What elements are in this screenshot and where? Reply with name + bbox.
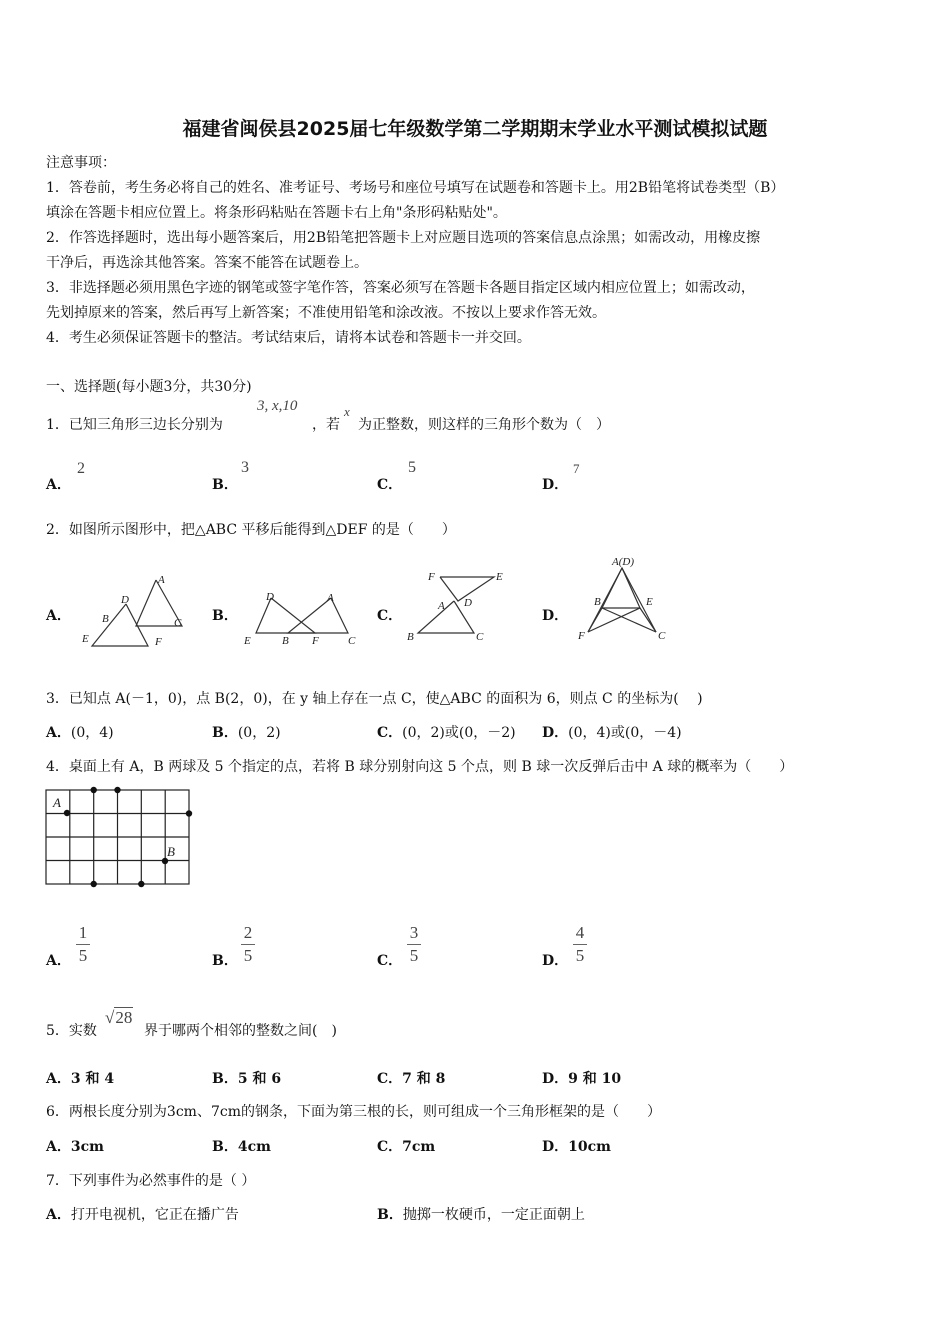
vertex-label: B (282, 635, 289, 647)
option-b[interactable]: B．(0，2) (212, 725, 281, 741)
question-number: 7． (46, 1173, 69, 1189)
fraction: 3 5 (407, 923, 421, 966)
question-5: 5．实数 (46, 1023, 97, 1039)
figure-option-b (240, 580, 360, 650)
vertex-label: F (578, 630, 585, 642)
vertex-label: D (121, 594, 129, 606)
question-number: 3． (46, 691, 69, 707)
notice-line: 填涂在答题卡相应位置上。将条形码粘贴在答题卡右上角"条形码粘贴处"。 (46, 205, 507, 221)
fraction: 4 5 (573, 923, 587, 966)
fraction: 2 5 (241, 923, 255, 966)
q1-variable: x (344, 404, 350, 419)
question-number: 5． (46, 1023, 69, 1039)
sqrt-expression: √28 (105, 1008, 133, 1027)
option-label[interactable]: B． (212, 608, 238, 624)
option-label[interactable]: C． (377, 477, 403, 493)
radical-sign: √ (105, 1008, 115, 1027)
vertex-label: F (428, 571, 435, 583)
option-label[interactable]: D． (542, 477, 569, 493)
q1-expression: 3, x,10 (257, 398, 298, 414)
option-a[interactable]: A．打开电视机，它正在播广告 (46, 1207, 239, 1223)
option-label[interactable]: A． (46, 608, 71, 624)
figure-option-a (78, 570, 188, 650)
notice-line: 3．非选择题必须用黑色字迹的钢笔或签字笔作答，答案必须写在答题卡各题目指定区域内相应位置上；如需改动， (46, 280, 755, 296)
question-3: 3．已知点 A(－1，0)，点 B(2，0)，在 y 轴上存在一点 C，使△ABC 的面积为 6，则点 C 的坐标为( ) (46, 691, 703, 707)
vertex-label: C (476, 631, 484, 643)
option-label[interactable]: B． (212, 953, 238, 969)
vertex-label: E (496, 571, 503, 583)
option-label[interactable]: C． (377, 953, 403, 969)
vertex-label: D (464, 597, 472, 609)
option-b[interactable]: B．4cm (212, 1139, 271, 1155)
fraction: 1 5 (76, 923, 90, 966)
question-6: 6．两根长度分别为3cm、7cm的钢条，下面为第三根的长，则可组成一个三角形框架的是（ ） (46, 1104, 661, 1120)
question-4: 4．桌面上有 A，B 两球及 5 个指定的点，若将 B 球分别射向这 5 个点，则 B 球一次反弹后击中 A 球的概率为（ ） (46, 759, 794, 775)
question-number: 2． (46, 522, 69, 538)
ball-b-label: B (167, 844, 175, 859)
option-label[interactable]: B． (212, 477, 238, 493)
vertex-label: B (594, 596, 601, 608)
vertex-label: A (438, 600, 445, 612)
option-d[interactable]: D．(0，4)或(0，－4) (542, 725, 682, 741)
question-7: 7．下列事件为必然事件的是（ ） (46, 1173, 256, 1189)
notice-line: 干净后，再选涂其他答案。答案不能答在试题卷上。 (46, 255, 368, 271)
option-d[interactable]: D．10cm (542, 1139, 611, 1155)
q1-text-mid: ，若 (312, 417, 340, 433)
option-a[interactable]: A．3cm (46, 1139, 104, 1155)
notice-line: 先划掉原来的答案，然后再写上新答案；不准使用铅笔和涂改液。不按以上要求作答无效。 (46, 305, 606, 321)
vertex-label: F (312, 635, 319, 647)
notice-line: 2．作答选择题时，选出每小题答案后，用2B铅笔把答题卡上对应题目选项的答案信息点涂黑；如需改动，用橡皮擦 (46, 230, 761, 246)
section-heading: 一、选择题(每小题3分，共30分) (46, 379, 252, 395)
vertex-label: D (266, 591, 274, 603)
q1-text-post: 为正整数，则这样的三角形个数为（ ） (358, 417, 610, 433)
vertex-label: C (658, 630, 666, 642)
vertex-label: E (82, 633, 89, 645)
option-b[interactable]: B．抛掷一枚硬币，一定正面朝上 (377, 1207, 585, 1223)
question-2: 2．如图所示图形中，把△ABC 平移后能得到△DEF 的是（ ） (46, 522, 456, 538)
option-value: 3 (241, 459, 249, 476)
vertex-label: B (102, 613, 109, 625)
vertex-label: E (244, 635, 251, 647)
figure-option-c (404, 566, 514, 646)
vertex-label: A (327, 592, 334, 604)
vertex-label: C (348, 635, 356, 647)
vertex-label: B (407, 631, 414, 643)
vertex-label: C (174, 617, 182, 629)
option-c[interactable]: C．(0，2)或(0，－2) (377, 725, 516, 741)
notice-heading: 注意事项： (46, 155, 116, 171)
notice-line: 4．考生必须保证答题卡的整洁。考试结束后，请将本试卷和答题卡一并交回。 (46, 330, 531, 346)
option-value: 2 (77, 460, 85, 477)
option-label[interactable]: D． (542, 953, 569, 969)
question-number: 4． (46, 759, 69, 775)
vertex-label: A (158, 574, 165, 586)
option-label[interactable]: A． (46, 477, 71, 493)
q5-text-post: 界于哪两个相邻的整数之间( ) (144, 1023, 337, 1039)
option-value: 5 (408, 459, 416, 476)
option-b[interactable]: B．5 和 6 (212, 1071, 282, 1087)
option-value: 7 (573, 461, 580, 476)
option-c[interactable]: C．7cm (377, 1139, 436, 1155)
page-title: 福建省闽侯县2025届七年级数学第二学期期末学业水平测试模拟试题 (182, 118, 768, 140)
question-number: 1． (46, 417, 69, 433)
question-1: 1．已知三角形三边长分别为 (46, 417, 223, 433)
vertex-label: E (646, 596, 653, 608)
billiard-grid (44, 786, 194, 892)
notice-line: 1．答卷前，考生务必将自己的姓名、准考证号、考场号和座位号填写在试题卷和答题卡上。用2B铅笔将试卷类型（B） (46, 180, 785, 196)
option-a[interactable]: A．3 和 4 (46, 1071, 115, 1087)
option-a[interactable]: A．(0，4) (46, 725, 114, 741)
vertex-label: A(D) (612, 556, 634, 568)
option-label[interactable]: C． (377, 608, 403, 624)
option-label[interactable]: A． (46, 953, 71, 969)
option-d[interactable]: D．9 和 10 (542, 1071, 622, 1087)
figure-option-d (572, 552, 682, 646)
vertex-label: F (155, 636, 162, 648)
question-number: 6． (46, 1104, 69, 1120)
ball-a-label: A (53, 795, 61, 810)
option-c[interactable]: C．7 和 8 (377, 1071, 446, 1087)
option-label[interactable]: D． (542, 608, 569, 624)
